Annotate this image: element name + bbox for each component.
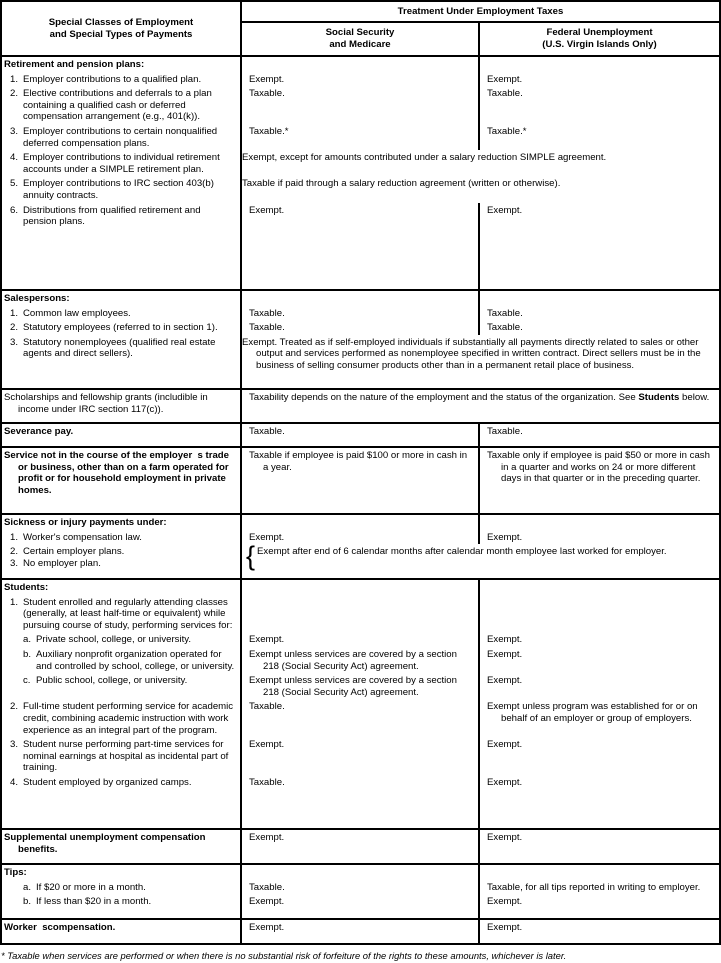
span-text: Exempt after end of 6 calendar months after calendar month employee last worked for employer. — [257, 546, 667, 558]
item-text: Worker's compensation law. — [23, 531, 142, 543]
ss-cell — [242, 673, 480, 699]
item-cell — [2, 894, 242, 918]
item-cell — [2, 647, 242, 673]
span-text-part1: Taxability depends on the nature of the employment and the status of the organization. See — [249, 392, 639, 403]
table-row — [2, 448, 719, 513]
footnote: * Taxable when services are performed or when there is no substantial risk of forfeiture of the rights to these amounts, whichever is later. — [1, 950, 567, 961]
item-number: 2. — [10, 546, 19, 558]
section-supplemental — [2, 828, 719, 863]
futa-cell: Exempt. — [487, 204, 523, 216]
header-futa-line1: Federal Unemployment — [546, 27, 653, 39]
futa-cell — [480, 865, 719, 880]
header-treatment: Treatment Under Employment Taxes — [242, 2, 719, 23]
futa-cell: Taxable.* — [487, 125, 527, 137]
futa-cell — [480, 291, 719, 306]
table-row — [2, 580, 719, 595]
ss-cell: Exempt. — [242, 632, 480, 647]
item-cell — [2, 530, 242, 545]
span-cell: Taxable if paid through a salary reduction agreement (written or otherwise). — [242, 178, 561, 190]
table-row — [2, 424, 719, 446]
item-cell — [2, 699, 242, 737]
span-cell: Exempt. Treated as if self-employed individuals if substantially all payments directly related to sales or other output and services performed as nonemployee specified in written contract. Direct sellers must be in the business of selling consumer products other than in a permanent retail place of business. — [242, 336, 701, 371]
ss-cell: Exempt. — [242, 737, 480, 775]
item-text: Common law employees. — [23, 307, 131, 319]
item-text: Employer contributions to certain nonqualified deferred compensation plans. — [23, 125, 218, 149]
ss-cell: Exempt. — [242, 530, 480, 545]
ss-cell — [242, 580, 480, 595]
futa-cell: Taxable. — [487, 322, 523, 334]
futa-cell: Exempt. — [487, 675, 523, 687]
table-row — [2, 530, 719, 545]
item-cell — [2, 632, 242, 647]
section-tips — [2, 863, 719, 918]
futa-cell: Exempt. — [487, 73, 523, 85]
ss-cell: Taxable. — [242, 306, 480, 321]
item-cell — [2, 86, 242, 124]
futa-cell: Exempt. — [487, 739, 523, 751]
table-row — [2, 865, 719, 880]
item-letter: a. — [23, 634, 32, 646]
futa-cell — [480, 448, 719, 513]
header-subcolumns — [242, 23, 719, 55]
item-text: Distributions from qualified retirement and pension plans. — [23, 204, 201, 228]
item-text: Employer contributions to a qualified plan. — [23, 73, 202, 85]
table-row — [2, 176, 719, 202]
futa-cell: Taxable. — [487, 88, 523, 100]
table-row — [2, 647, 719, 673]
item-cell — [2, 595, 242, 633]
item-cell — [2, 880, 242, 895]
item-cell — [2, 544, 242, 578]
item-number: 1. — [10, 531, 19, 543]
item-number: 3. — [10, 739, 19, 751]
item-cell — [2, 335, 242, 388]
ss-cell: Taxable.* — [242, 124, 480, 150]
table-row — [2, 775, 719, 828]
table-row — [2, 894, 719, 918]
section-title: Severance pay. — [2, 424, 242, 446]
section-worker-compensation — [2, 918, 719, 943]
ss-text: Exempt unless services are covered by a section 218 (Social Security Act) agreement. — [249, 675, 457, 698]
item-text: Employer contributions to IRC section 403(b) annuity contracts. — [23, 178, 214, 201]
item-cell — [2, 320, 242, 335]
item-text: Student employed by organized camps. — [23, 776, 192, 788]
item-text: No employer plan. — [23, 557, 101, 569]
span-text — [249, 392, 715, 404]
span-cell: Exempt, except for amounts contributed under a salary reduction SIMPLE agreement. — [242, 152, 607, 164]
item-text: Private school, college, or university. — [36, 634, 191, 646]
ss-text: Taxable if employee is paid $100 or more in cash in a year. — [249, 450, 468, 473]
table-row — [2, 320, 719, 335]
table-row — [2, 880, 719, 895]
section-service — [2, 446, 719, 513]
futa-cell: Exempt. — [487, 648, 523, 660]
ss-cell — [242, 515, 480, 530]
span-cell — [242, 541, 719, 578]
item-cell — [2, 830, 242, 863]
section-title: Sickness or injury payments under: — [2, 515, 242, 530]
futa-cell — [480, 515, 719, 530]
header-treatment-group — [242, 2, 719, 55]
section-sickness — [2, 513, 719, 578]
item-text: Certain employer plans. — [23, 546, 125, 558]
ss-cell: Taxable. — [242, 320, 480, 335]
table-row — [2, 86, 719, 124]
item-cell — [2, 150, 242, 176]
item-cell — [2, 203, 242, 289]
header-special-classes-line2: and Special Types of Payments — [49, 28, 193, 40]
table-row — [2, 673, 719, 699]
table-row — [2, 515, 719, 530]
section-scholarships — [2, 388, 719, 422]
item-text: Student nurse performing part-time services for nominal earnings at hospital as incidental part of training. — [23, 739, 229, 774]
item-number: 1. — [10, 307, 19, 319]
header-special-classes — [2, 2, 242, 55]
ss-cell: Taxable. — [242, 880, 480, 895]
futa-cell — [480, 699, 719, 737]
futa-cell: Taxable. — [487, 307, 523, 319]
ss-cell: Taxable. — [242, 86, 480, 124]
futa-cell — [480, 595, 719, 633]
futa-cell: Exempt. — [487, 776, 523, 788]
item-number: 2. — [10, 322, 19, 334]
table-row — [2, 737, 719, 775]
table-row — [2, 306, 719, 321]
table-row — [2, 291, 719, 306]
table-row — [2, 124, 719, 150]
table-row — [2, 72, 719, 87]
item-number: 3. — [10, 336, 19, 348]
item-number: 2. — [10, 701, 19, 713]
item-text: If $20 or more in a month. — [36, 881, 146, 893]
futa-cell — [480, 57, 719, 72]
item-letter: b. — [23, 896, 32, 908]
item-text: Auxiliary nonprofit organization operated for and controlled by school, college, or university. — [36, 648, 235, 672]
item-cell — [2, 72, 242, 87]
item-text: Public school, college, or university. — [36, 675, 188, 687]
futa-cell — [480, 880, 719, 895]
table-row — [2, 57, 719, 72]
ss-cell — [242, 647, 480, 673]
ss-cell: Exempt. — [242, 920, 480, 943]
futa-text: Taxable, for all tips reported in writing to employer. — [487, 881, 701, 893]
ss-cell — [242, 291, 480, 306]
section-title: Tips: — [2, 865, 242, 880]
ss-cell — [242, 57, 480, 72]
section-title: Salespersons: — [2, 291, 242, 306]
item-cell — [2, 448, 242, 513]
item-number: 4. — [10, 776, 19, 788]
table-row — [2, 920, 719, 943]
table-row — [2, 203, 719, 289]
section-students — [2, 578, 719, 828]
brace-icon: { — [246, 541, 256, 572]
section-severance — [2, 422, 719, 446]
header-ss-line2: and Medicare — [329, 38, 391, 50]
item-number: 3. — [10, 557, 19, 569]
item-cell — [2, 390, 242, 422]
futa-cell: Exempt. — [487, 531, 523, 543]
table-row — [2, 699, 719, 737]
table-row — [2, 595, 719, 633]
futa-text: Exempt unless program was established for or on behalf of an employer or group of employers. — [487, 701, 698, 724]
table-row — [2, 390, 719, 422]
span-text-bold: Students — [638, 392, 680, 403]
item-letter: a. — [23, 881, 32, 893]
ss-cell: Exempt. — [242, 203, 480, 289]
section-retirement — [2, 57, 719, 289]
ss-cell: Taxable. — [242, 424, 480, 446]
section-title: Supplemental unemployment compensation benefits. — [4, 832, 206, 855]
item-number: 1. — [10, 596, 19, 608]
section-title: Students: — [2, 580, 242, 595]
item-number: 5. — [10, 178, 19, 190]
item-text: Statutory employees (referred to in section 1). — [23, 322, 218, 334]
item-text: Employer contributions to individual retirement accounts under a SIMPLE retirement plan. — [23, 152, 220, 175]
ss-cell: Taxable. — [242, 775, 480, 828]
item-text: Full-time student performing service for academic credit, combining academic instruction with work experience as an integral part of the program. — [23, 701, 234, 736]
section-salespersons — [2, 289, 719, 388]
item-number: 6. — [10, 204, 19, 216]
section-title: Worker scompensation. — [2, 920, 242, 943]
futa-cell: Taxable. — [487, 426, 523, 437]
futa-cell: Exempt. — [487, 832, 523, 843]
item-letter: c. — [23, 675, 31, 687]
ss-cell — [242, 448, 480, 513]
ss-cell: Exempt. — [242, 72, 480, 87]
item-number: 4. — [10, 152, 19, 164]
header-ss-line1: Social Security — [325, 27, 395, 39]
ss-cell: Taxable. — [242, 699, 480, 737]
span-text-part2: below. — [679, 392, 710, 403]
header-special-classes-line1: Special Classes of Employment — [48, 16, 194, 28]
item-text: If less than $20 in a month. — [36, 896, 152, 908]
table-row — [2, 632, 719, 647]
item-cell — [2, 124, 242, 150]
futa-text: Taxable only if employee is paid $50 or more in cash in a quarter and works on 24 or more different days in that quarter or in the preceding quarter. — [487, 450, 710, 485]
futa-cell — [480, 580, 719, 595]
table-row — [2, 150, 719, 176]
header-futa-line2: (U.S. Virgin Islands Only) — [542, 38, 657, 50]
ss-cell: Exempt. — [242, 830, 480, 863]
item-cell — [2, 775, 242, 828]
item-text: Elective contributions and deferrals to a plan containing a qualified cash or deferred compensation arrangement (e.g., 401(k)). — [23, 88, 212, 123]
item-cell — [2, 306, 242, 321]
header-social-security — [242, 23, 480, 55]
ss-cell: Exempt. — [242, 894, 480, 918]
item-text: Scholarships and fellowship grants (includible in income under IRC section 117(c)). — [4, 392, 208, 415]
ss-cell — [242, 865, 480, 880]
item-number: 2. — [10, 88, 19, 100]
ss-cell — [242, 595, 480, 633]
table-row — [2, 335, 719, 388]
table-row — [2, 830, 719, 863]
futa-cell: Exempt. — [487, 922, 523, 933]
futa-cell: Exempt. — [487, 634, 523, 646]
item-letter: b. — [23, 648, 32, 660]
item-number: 3. — [10, 125, 19, 137]
table-row — [2, 541, 719, 578]
item-text: Statutory nonemployees (qualified real estate agents and direct sellers). — [23, 336, 216, 360]
item-cell — [2, 673, 242, 699]
header-federal-unemployment — [480, 23, 719, 55]
item-cell — [2, 176, 242, 202]
section-title: Service not in the course of the employer s trade or business, other than on a farm operated for profit or for household employment in private homes. — [4, 450, 232, 496]
item-cell — [2, 737, 242, 775]
ss-text: Exempt unless services are covered by a section 218 (Social Security Act) agreement. — [249, 648, 457, 672]
item-text: Student enrolled and regularly attending classes (generally, at least half-time or equivalent) while pursuing course of study, performing services for: — [23, 596, 233, 631]
section-title: Retirement and pension plans: — [2, 57, 242, 72]
table-header — [2, 2, 719, 57]
item-number: 1. — [10, 73, 19, 85]
span-cell — [242, 390, 719, 422]
futa-cell: Exempt. — [487, 896, 523, 908]
